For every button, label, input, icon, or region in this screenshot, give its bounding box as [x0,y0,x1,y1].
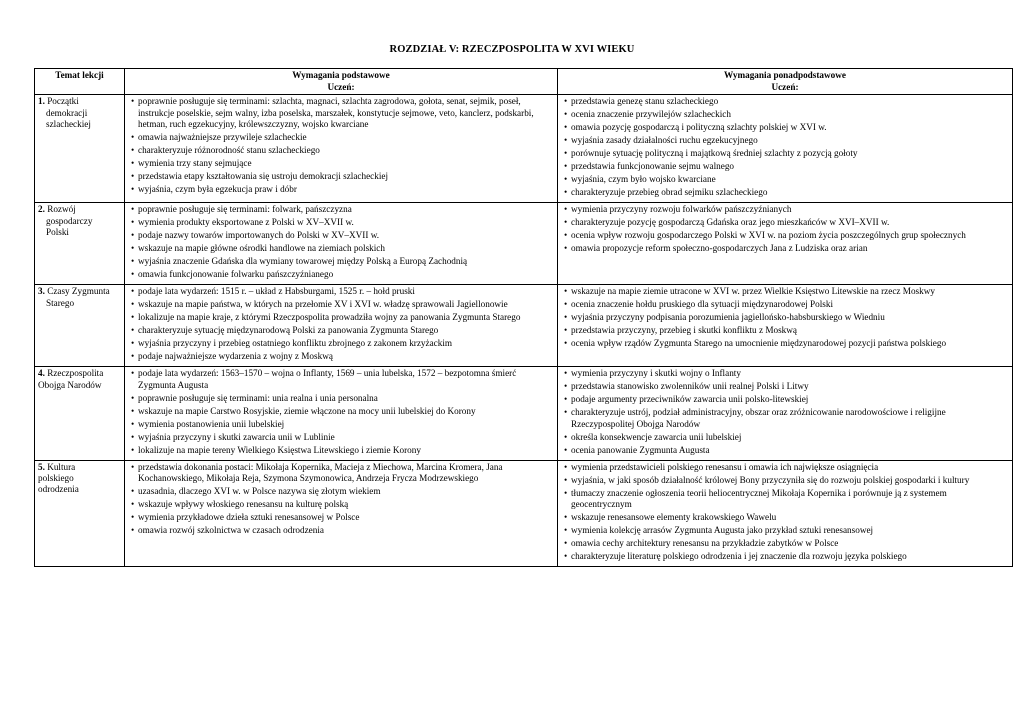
list-item: • charakteryzuje przebieg obrad sejmiku szlacheckiego [561,187,1009,198]
list-item: • wskazuje wpływy włoskiego renesansu na kulturę polską [128,499,554,510]
table-row [35,367,1013,460]
table-header-row [35,69,1013,95]
advanced-requirements [558,95,1013,203]
list-item: • wymienia kolekcję arrasów Zygmunta Augusta jako przykład sztuki renesansowej [561,525,1009,536]
list-item: • wymienia przyczyny i skutki wojny o Inflanty [561,368,1009,379]
list-item: • wskazuje renesansowe elementy krakowskiego Wawelu [561,512,1009,523]
advanced-requirements-list [561,368,1009,456]
list-item: • wymienia trzy stany sejmujące [128,158,554,169]
lesson-title-line: gospodarczy [46,215,93,226]
list-item: • wyjaśnia przyczyny podpisania porozumienia jagiellońsko-habsburskiego w Wiedniu [561,312,1009,323]
list-item: • wskazuje na mapie Carstwo Rosyjskie, ziemie włączone na mocy unii lubelskiej do Korony [128,406,554,417]
lesson-title-line: Obojga Narodów [38,379,102,390]
list-item: • wyjaśnia przyczyny i przebieg ostatniego konfliktu zbrojnego z zakonem krzyżackim [128,338,554,349]
list-item: • wyjaśnia, w jaki sposób działalność królowej Bony przyczyniła się do rozwoju polskiej gospodarki i kultury [561,475,1009,486]
lesson-title-line: demokracji [46,107,88,118]
advanced-requirements-list [561,204,1009,254]
list-item: • wyjaśnia znaczenie Gdańska dla wymiany towarowej między Polską a Europą Zachodnią [128,256,554,267]
advanced-requirements [558,203,1013,285]
list-item: • charakteryzuje literaturę polskiego odrodzenia i jej znaczenie dla rozwoju języka polskiego [561,551,1009,562]
list-item: • tłumaczy znaczenie ogłoszenia teorii heliocentrycznej Mikołaja Kopernika i porównuje ją z systemem geocentrycznym [561,488,1009,511]
list-item: • podaje lata wydarzeń: 1563–1570 – wojna o Inflanty, 1569 – unia lubelska, 1572 – bezpotomna śmierć Zygmunta Augusta [128,368,554,391]
advanced-requirements [558,460,1013,566]
page-title: ROZDZIAŁ V: RZECZPOSPOLITA W XVI WIEKU [389,44,635,55]
list-item: • przedstawia genezę stanu szlacheckiego [561,96,1009,107]
list-item: • charakteryzuje pozycję gospodarczą Gdańska oraz jego mieszkańców w XVI–XVII w. [561,217,1009,228]
advanced-requirements-list [561,462,1009,563]
list-item: • przedstawia funkcjonowanie sejmu walnego [561,161,1009,172]
basic-requirements [125,203,558,285]
advanced-requirements [558,367,1013,460]
list-item: • poprawnie posługuje się terminami: szlachta, magnaci, szlachta zagrodowa, gołota, senat, sejmik, poseł, instrukcje poselskie, sejm walny, izba poselska, marszałek, konstytucje sejmowe, veto, kanclerz, podskarbi, hetman, ruch egzekucyjny, królewszczyzny, wojsko kwarciane [128,96,554,130]
list-item: • wyjaśnia, czym było wojsko kwarciane [561,174,1009,185]
lesson-topic [35,95,125,203]
list-item: • wyjaśnia przyczyny i skutki zawarcia unii w Lublinie [128,432,554,443]
list-item: • określa konsekwencje zawarcia unii lubelskiej [561,432,1009,443]
basic-requirements [125,460,558,566]
basic-requirements [125,285,558,367]
list-item: • omawia funkcjonowanie folwarku pańszczyźnianego [128,269,554,280]
lesson-topic [35,203,125,285]
table-row [35,203,1013,285]
list-item: • wskazuje na mapie główne ośrodki handlowe na ziemiach polskich [128,243,554,254]
lesson-topic [35,285,125,367]
table-row [35,95,1013,203]
lesson-number: 3. [38,286,45,297]
list-item: • porównuje sytuację polityczną i majątkową średniej szlachty z pozycją gołoty [561,148,1009,159]
lesson-title-line: odrodzenia [38,484,79,495]
requirements-table [34,68,1013,567]
advanced-requirements [558,285,1013,367]
list-item: • omawia najważniejsze przywileje szlacheckie [128,132,554,143]
list-item: • przedstawia etapy kształtowania się ustroju demokracji szlacheckiej [128,171,554,182]
list-item: • wskazuje na mapie państwa, w których na przełomie XV i XVI w. władzę sprawowali Jagiellonowie [128,299,554,310]
header-advanced: Wymagania ponadpodstawowe Uczeń: [558,69,1013,95]
list-item: • przedstawia dokonania postaci: Mikołaja Kopernika, Macieja z Miechowa, Marcina Kromera, Jana Kochanowskiego, Mikołaja Reja, Szymona Szymonowica, Andrzeja Frycza Modrzewskiego [128,462,554,485]
basic-requirements [125,367,558,460]
list-item: • wymienia przedstawicieli polskiego renesansu i omawia ich największe osiągnięcia [561,462,1009,473]
list-item: • podaje lata wydarzeń: 1515 r. – układ z Habsburgami, 1525 r. – hołd pruski [128,286,554,297]
list-item: • omawia rozwój szkolnictwa w czasach odrodzenia [128,525,554,536]
list-item: • ocenia wpływ rządów Zygmunta Starego na umocnienie międzynarodowej pozycji państwa polskiego [561,338,1009,349]
table-row [35,285,1013,367]
lesson-title-line: Starego [46,297,75,308]
list-item: • omawia pozycję gospodarczą i polityczną szlachty polskiej w XVI w. [561,122,1009,133]
list-item: • ocenia wpływ rozwoju gospodarczego Polski w XVI w. na poziom życia poszczególnych grup społecznych [561,230,1009,241]
lesson-title-line: Początki [47,96,79,107]
lesson-topic [35,367,125,460]
header-basic: Wymagania podstawowe Uczeń: [125,69,558,95]
list-item: • wskazuje na mapie ziemie utracone w XVI w. przez Wielkie Księstwo Litewskie na rzecz Moskwy [561,286,1009,297]
lesson-title-line: Kultura [47,461,76,472]
basic-requirements-list [128,96,554,195]
lesson-title-line: Polski [46,227,69,237]
list-item: • ocenia znaczenie hołdu pruskiego dla sytuacji międzynarodowej Polski [561,299,1009,310]
list-item: • charakteryzuje ustrój, podział administracyjny, obszar oraz zróżnicowanie narodowościowe i religijne Rzeczypospolitej Obojga Narodów [561,407,1009,430]
list-item: • poprawnie posługuje się terminami: folwark, pańszczyzna [128,204,554,215]
basic-requirements-list [128,462,554,537]
list-item: • przedstawia przyczyny, przebieg i skutki konfliktu z Moskwą [561,325,1009,336]
lesson-title-line: Rozwój [47,204,76,215]
list-item: • ocenia znaczenie przywilejów szlacheckich [561,109,1009,120]
list-item: • podaje najważniejsze wydarzenia z wojny z Moskwą [128,351,554,362]
basic-requirements [125,95,558,203]
basic-requirements-list [128,286,554,362]
lesson-number: 2. [38,204,45,215]
list-item: • ocenia panowanie Zygmunta Augusta [561,445,1009,456]
list-item: • charakteryzuje różnorodność stanu szlacheckiego [128,145,554,156]
list-item: • omawia cechy architektury renesansu na przykładzie zabytków w Polsce [561,538,1009,549]
list-item: • uzasadnia, dlaczego XVI w. w Polsce nazywa się złotym wiekiem [128,486,554,497]
lesson-number: 4. [38,368,45,379]
lesson-title-line: Czasy Zygmunta [47,286,110,297]
lesson-title-line: Rzeczpospolita [47,368,104,379]
list-item: • lokalizuje na mapie kraje, z którymi Rzeczpospolita prowadziła wojny za panowania Zygmunta Starego [128,312,554,323]
list-item: • wymienia produkty eksportowane z Polski w XV–XVII w. [128,217,554,228]
lesson-number: 5. [38,461,45,472]
basic-requirements-list [128,368,554,456]
list-item: • przedstawia stanowisko zwolenników unii realnej Polski i Litwy [561,381,1009,392]
list-item: • wymienia postanowienia unii lubelskiej [128,419,554,430]
list-item: • omawia propozycje reform społeczno-gospodarczych Jana z Ludziska oraz arian [561,243,1009,254]
list-item: • wyjaśnia, czym była egzekucja praw i dóbr [128,184,554,195]
lesson-topic [35,460,125,566]
lesson-title-line: polskiego [38,473,74,483]
advanced-requirements-list [561,286,1009,349]
advanced-requirements-list [561,96,1009,198]
lesson-title-line: szlacheckiej [46,119,91,129]
list-item: • poprawnie posługuje się terminami: unia realna i unia personalna [128,393,554,404]
list-item: • wymienia przyczyny rozwoju folwarków pańszczyźnianych [561,204,1009,215]
lesson-number: 1. [38,96,45,107]
list-item: • podaje argumenty przeciwników zawarcia unii polsko-litewskiej [561,394,1009,405]
table-row [35,460,1013,566]
basic-requirements-list [128,204,554,280]
list-item: • wymienia przykładowe dzieła sztuki renesansowej w Polsce [128,512,554,523]
list-item: • lokalizuje na mapie tereny Wielkiego Księstwa Litewskiego i ziemie Korony [128,445,554,456]
list-item: • wyjaśnia zasady działalności ruchu egzekucyjnego [561,135,1009,146]
header-topic: Temat lekcji [35,69,125,95]
list-item: • charakteryzuje sytuację międzynarodową Polski za panowania Zygmunta Starego [128,325,554,336]
list-item: • podaje nazwy towarów importowanych do Polski w XV–XVII w. [128,230,554,241]
